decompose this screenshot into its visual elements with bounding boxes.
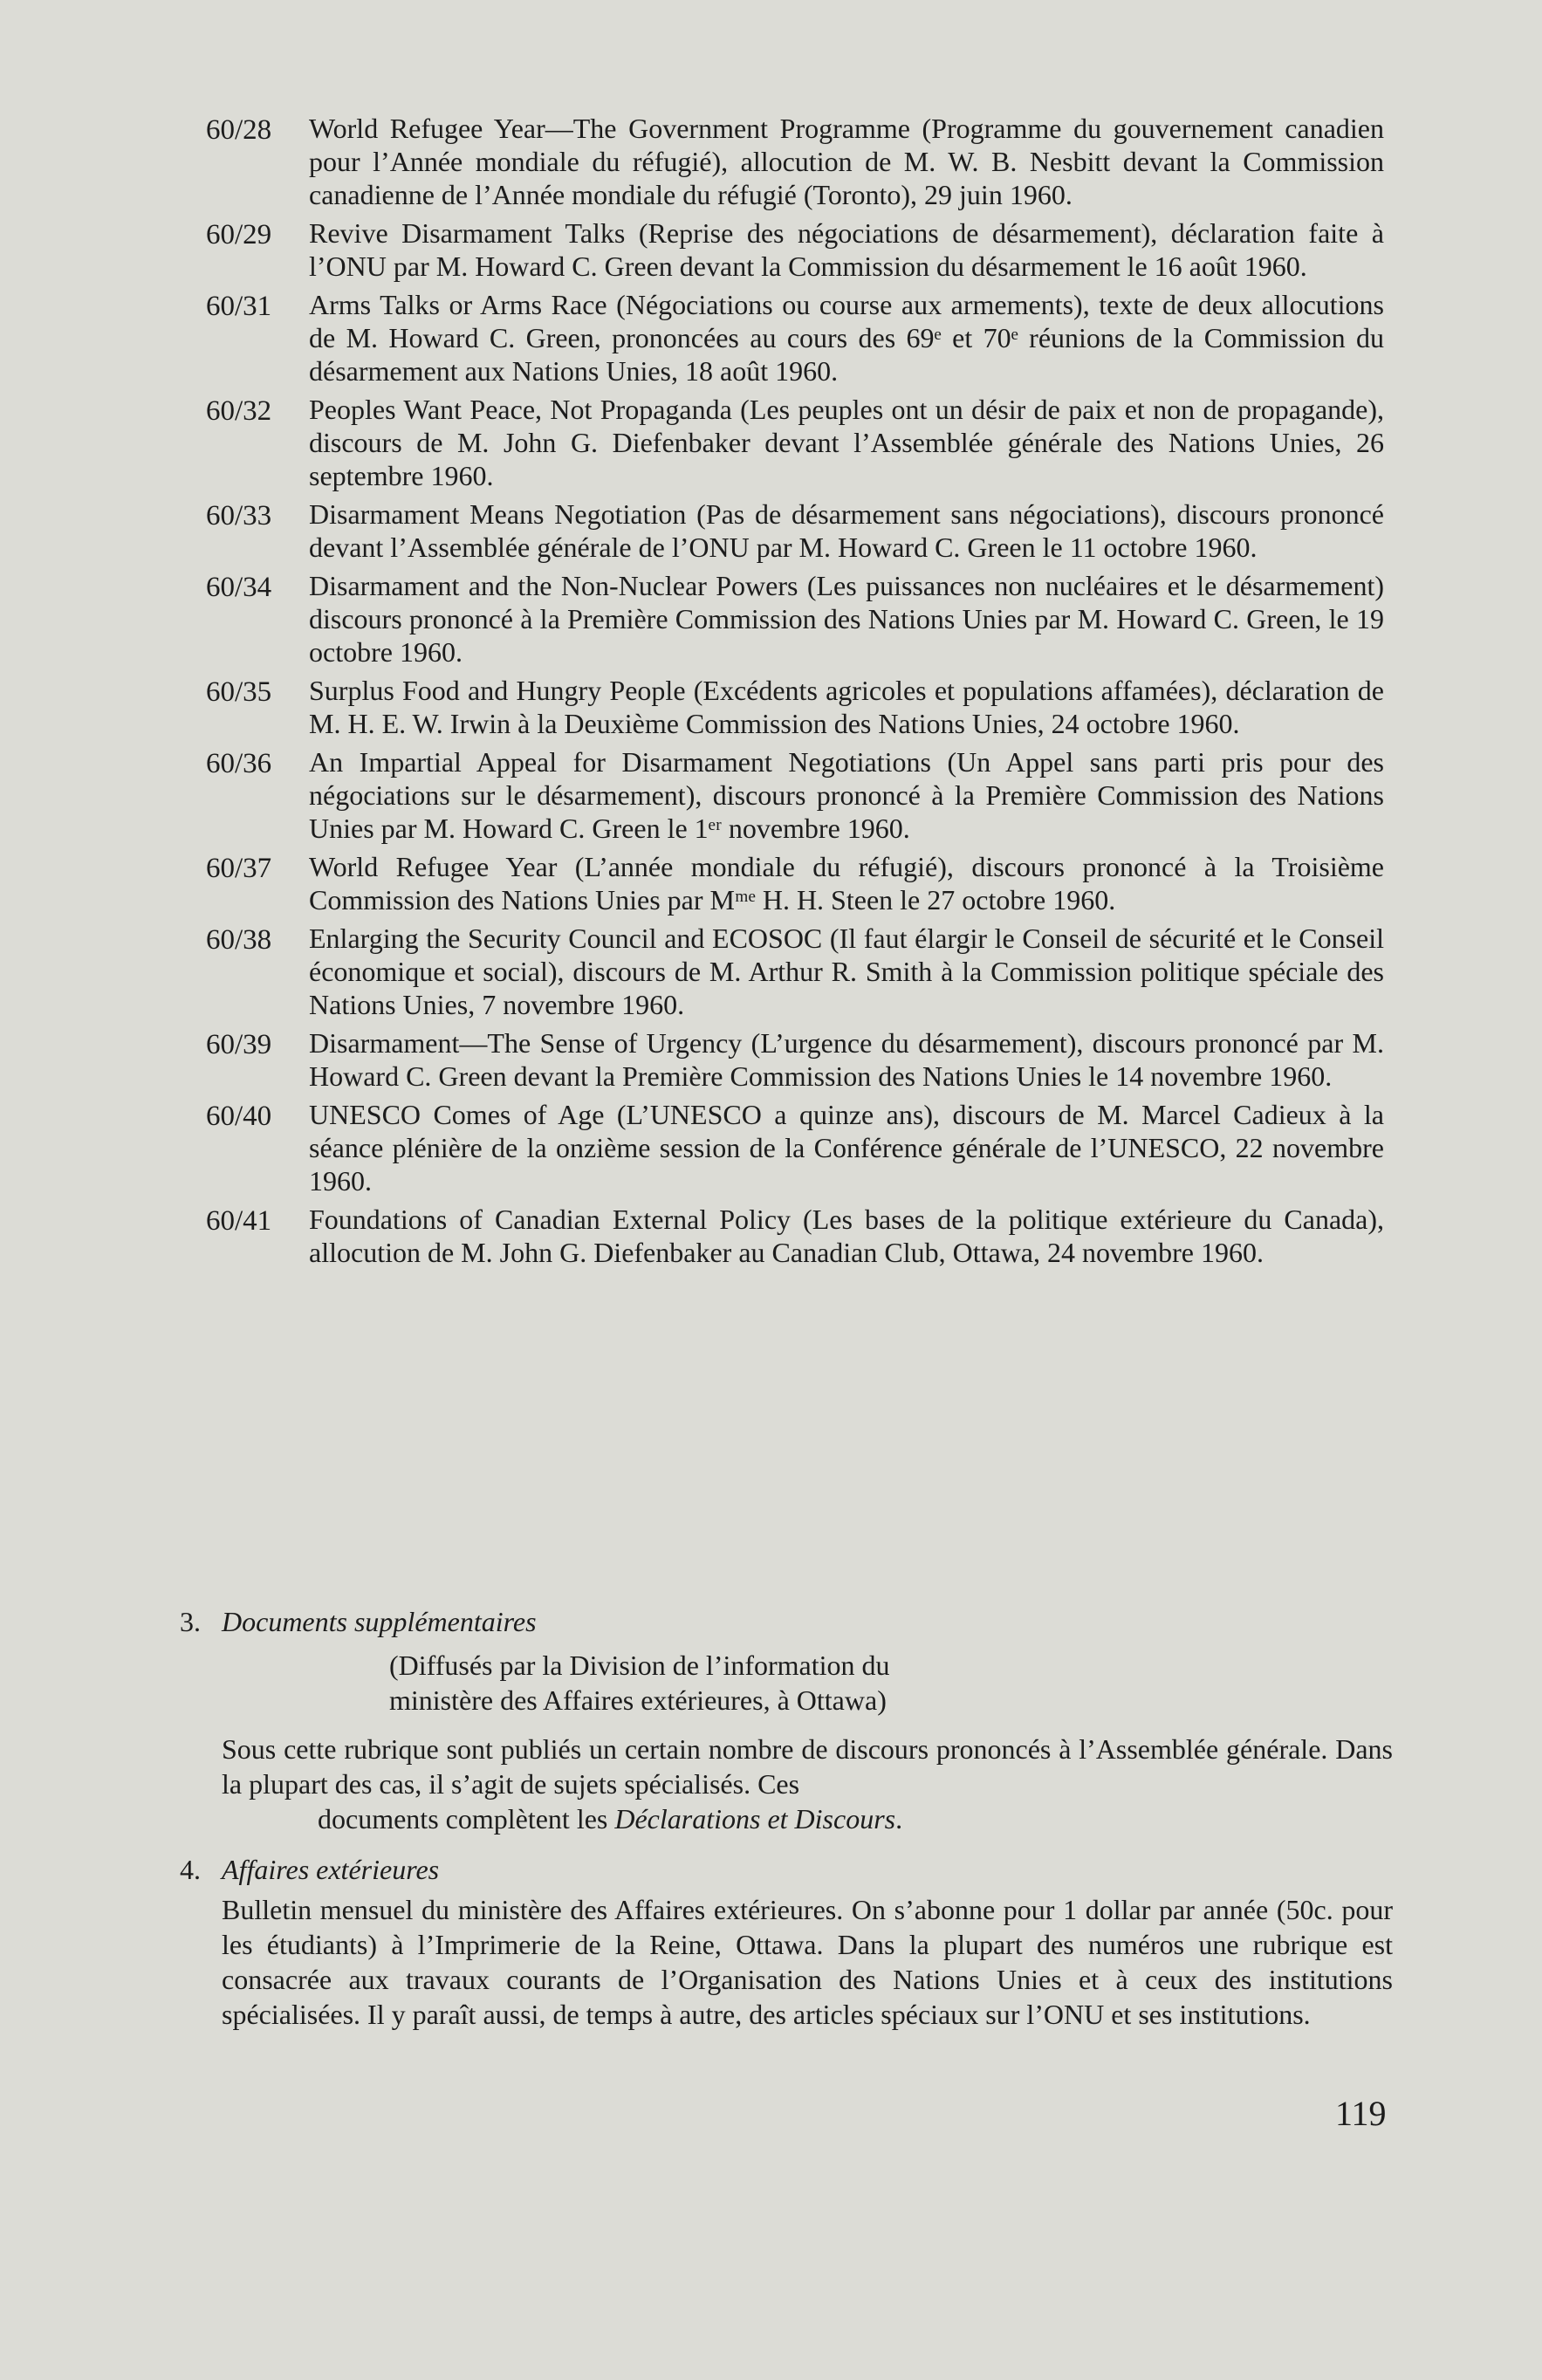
- list-item: [206, 497, 1384, 564]
- entry-number: 60/38: [206, 924, 272, 956]
- section-heading: [180, 1852, 1393, 1887]
- section-number: 4.: [180, 1854, 201, 1885]
- entry-number: 60/32: [206, 395, 272, 427]
- entry-list: [206, 112, 1384, 1274]
- list-item: [206, 745, 1384, 845]
- section-subtitle: [389, 1648, 1393, 1718]
- section-title: Documents supplémentaires: [222, 1606, 537, 1637]
- entry-text: Peoples Want Peace, Not Propaganda (Les peuples ont un désir de paix et non de propagande), discours de M. John G. Diefenbaker devant l’Assemblée générale des Nations Unies, 26 septembre 1960.: [309, 394, 1384, 491]
- publication-title: Déclarations et Discours: [614, 1803, 896, 1835]
- list-item: [206, 1203, 1384, 1269]
- entry-text: Arms Talks or Arms Race (Négociations ou course aux armements), texte de deux allocutions de M. Howard C. Green, prononcées au cours des 69ᵉ et 70ᵉ réunions de la Commission du désarmement aux Nations Unies, 18 août 1960.: [309, 289, 1384, 387]
- section-paragraph: [222, 1732, 1393, 1836]
- subtitle-line: (Diffusés par la Division de l’information du: [389, 1650, 890, 1681]
- entry-text: World Refugee Year (L’année mondiale du réfugié), discours prononcé à la Troisième Commission des Nations Unies par Mᵐᵉ H. H. Steen le 27 octobre 1960.: [309, 851, 1384, 916]
- list-item: [206, 288, 1384, 388]
- entry-number: 60/41: [206, 1205, 272, 1237]
- subtitle-line: ministère des Affaires extérieures, à Ottawa): [389, 1684, 887, 1716]
- entry-number: 60/34: [206, 572, 272, 603]
- entry-text: Enlarging the Security Council and ECOSOC (Il faut élargir le Conseil de sécurité et le Conseil économique et social), discours de M. Arthur R. Smith à la Commission politique spéciale des Nations Unies, 7 novembre 1960.: [309, 923, 1384, 1020]
- paragraph-text: Sous cette rubrique sont publiés un certain nombre de discours prononcés à l’Assemblée générale. Dans la plupart des cas, il s’agit de sujets spécialisés. Ces: [222, 1733, 1393, 1800]
- entry-text: Disarmament—The Sense of Urgency (L’urgence du désarmement), discours prononcé par M. Howard C. Green devant la Première Commission des Nations Unies le 14 novembre 1960.: [309, 1027, 1384, 1092]
- entry-number: 60/37: [206, 853, 272, 884]
- entry-number: 60/31: [206, 291, 272, 322]
- section-title: Affaires extérieures: [222, 1854, 440, 1885]
- page-number: 119: [1335, 2094, 1387, 2133]
- list-item: [206, 674, 1384, 740]
- entry-number: 60/29: [206, 219, 272, 250]
- entry-text: An Impartial Appeal for Disarmament Negotiations (Un Appel sans parti pris pour des négociations sur le désarmement), discours prononcé à la Première Commission des Nations Unies par M. Howard C. Green le 1ᵉʳ novembre 1960.: [309, 746, 1384, 844]
- paragraph-text: .: [895, 1803, 903, 1835]
- section-number: 3.: [180, 1606, 201, 1637]
- entry-text: Surplus Food and Hungry People (Excédents agricoles et populations affamées), déclaration de M. H. E. W. Irwin à la Deuxième Commission des Nations Unies, 24 octobre 1960.: [309, 675, 1384, 739]
- entry-text: UNESCO Comes of Age (L’UNESCO a quinze ans), discours de M. Marcel Cadieux à la séance plénière de la onzième session de la Conférence générale de l’UNESCO, 22 novembre 1960.: [309, 1099, 1384, 1197]
- list-item: [206, 850, 1384, 916]
- list-item: [206, 1098, 1384, 1197]
- entry-number: 60/39: [206, 1029, 272, 1060]
- section-paragraph: Bulletin mensuel du ministère des Affaires extérieures. On s’abonne pour 1 dollar par année (50c. pour les étudiants) à l’Imprimerie de la Reine, Ottawa. Dans la plupart des numéros une rubrique est consacrée aux travaux courants de l’Organisation des Nations Unies et à ceux des institutions spécialisées. Il y paraît aussi, de temps à autre, des articles spéciaux sur l’ONU et ses institutions.: [222, 1894, 1393, 2030]
- list-item: [206, 112, 1384, 211]
- entry-number: 60/33: [206, 500, 272, 532]
- list-item: [206, 922, 1384, 1021]
- paragraph-continuation: [222, 1801, 1393, 1836]
- section-heading: [180, 1604, 1393, 1639]
- entry-text: Disarmament Means Negotiation (Pas de désarmement sans négociations), discours prononcé devant l’Assemblée générale de l’ONU par M. Howard C. Green le 11 octobre 1960.: [309, 498, 1384, 563]
- entry-text: Revive Disarmament Talks (Reprise des négociations de désarmement), déclaration faite à l’ONU par M. Howard C. Green devant la Commission du désarmement le 16 août 1960.: [309, 217, 1384, 282]
- entry-number: 60/40: [206, 1101, 272, 1132]
- entry-text: Foundations of Canadian External Policy (Les bases de la politique extérieure du Canada), allocution de M. John G. Diefenbaker au Canadian Club, Ottawa, 24 novembre 1960.: [309, 1204, 1384, 1268]
- list-item: [206, 216, 1384, 283]
- section-affaires-exterieures: [180, 1852, 1393, 2032]
- entry-number: 60/36: [206, 748, 272, 779]
- entry-text: World Refugee Year—The Government Programme (Programme du gouvernement canadien pour l’Année mondiale du réfugié), allocution de M. W. B. Nesbitt devant la Commission canadienne de l’Année mondiale du réfugié (Toronto), 29 juin 1960.: [309, 113, 1384, 210]
- list-item: [206, 393, 1384, 492]
- list-item: [206, 1026, 1384, 1093]
- section-documents-supplementaires: [180, 1604, 1393, 1836]
- entry-number: 60/35: [206, 676, 272, 708]
- entry-text: Disarmament and the Non-Nuclear Powers (Les puissances non nucléaires et le désarmement) discours prononcé à la Première Commission des Nations Unies par M. Howard C. Green, le 19 octobre 1960.: [309, 570, 1384, 668]
- list-item: [206, 569, 1384, 669]
- paragraph-text: documents complètent les: [318, 1803, 608, 1835]
- entry-number: 60/28: [206, 114, 272, 146]
